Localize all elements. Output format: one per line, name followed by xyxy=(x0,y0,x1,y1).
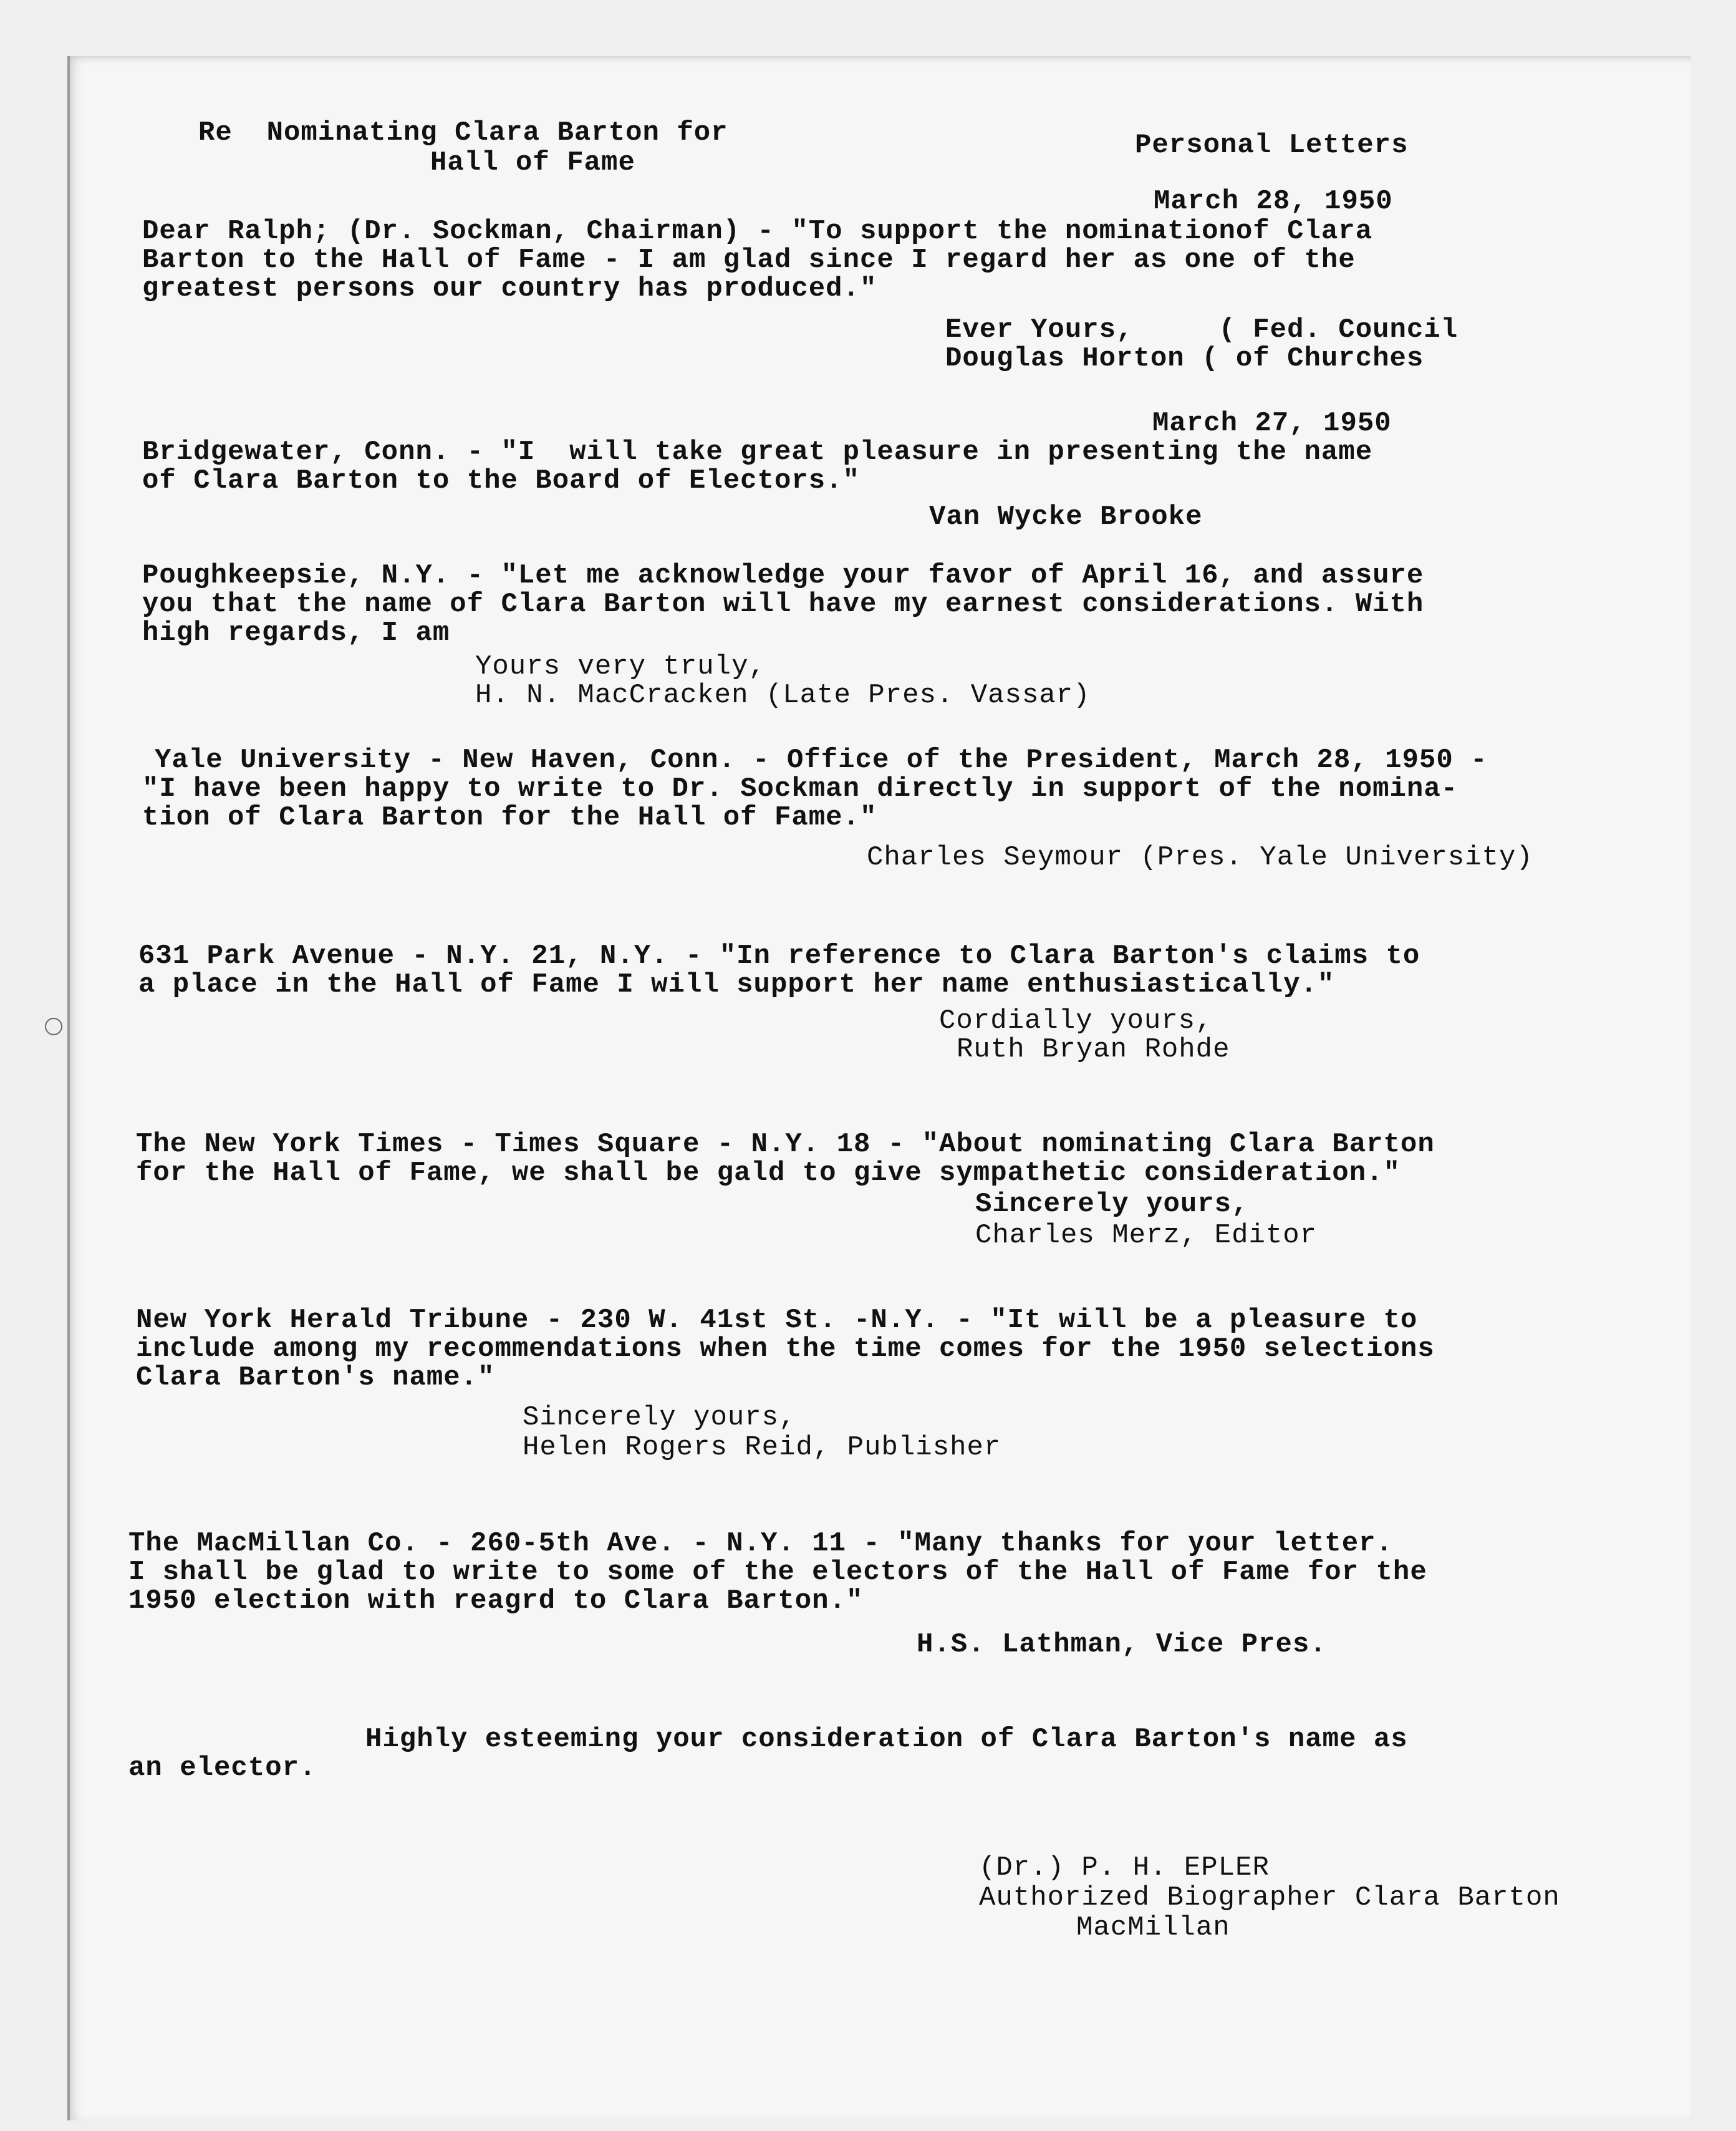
letter-4-body-line: Yale University - New Haven, Conn. - Office of the President, March 28, 1950 - xyxy=(155,745,1488,776)
letter-2-body-line: of Clara Barton to the Board of Electors." xyxy=(142,465,860,496)
closing-paragraph-line: an elector. xyxy=(128,1752,317,1784)
letter-3-body-line: you that the name of Clara Barton will have my earnest considerations. With xyxy=(142,589,1424,620)
letter-4-body-line: "I have been happy to write to Dr. Sockman directly in support of the nomina- xyxy=(142,773,1459,805)
letter-3-signer: H. N. MacCracken (Late Pres. Vassar) xyxy=(475,680,1091,711)
letter-3-body-line light: high regards, I am xyxy=(142,617,450,649)
signature-publisher: MacMillan xyxy=(1076,1912,1230,1943)
letter-3-body-line: Poughkeepsie, N.Y. - "Let me acknowledge your favor of April 16, and assure xyxy=(142,560,1424,591)
letter-6-body-line: for the Hall of Fame, we shall be gald to give sympathetic consideration." xyxy=(136,1157,1401,1189)
letter-1-body-line: Barton to the Hall of Fame - I am glad since I regard her as one of the xyxy=(142,244,1356,276)
letter-2-body-line: Bridgewater, Conn. - "I will take great pleasure in presenting the name xyxy=(142,437,1373,468)
letter-2-signer: Van Wycke Brooke xyxy=(929,501,1203,533)
letter-7-body-line: Clara Barton's name." xyxy=(136,1362,495,1393)
letter-5-body-line: a place in the Hall of Fame I will support her name enthusiastically." xyxy=(138,969,1335,1000)
letter-4-signer: Charles Seymour (Pres. Yale University) xyxy=(867,842,1533,873)
subject-line-2: Hall of Fame xyxy=(430,147,635,178)
letter-8-body-line: I shall be glad to write to some of the electors of the Hall of Fame for the xyxy=(128,1557,1427,1588)
letter-8-body-line: The MacMillan Co. - 260-5th Ave. - N.Y. 11 - "Many thanks for your letter. xyxy=(128,1528,1393,1559)
signature-name: (Dr.) P. H. EPLER xyxy=(979,1852,1270,1883)
letter-2-date: March 27, 1950 xyxy=(1152,408,1392,439)
letter-1-body-line: Dear Ralph; (Dr. Sockman, Chairman) - "To support the nominationof Clara xyxy=(142,216,1373,247)
letter-7-body-line: include among my recommendations when the time comes for the 1950 selections xyxy=(136,1333,1435,1365)
letter-1-body-line: greatest persons our country has produced." xyxy=(142,273,877,304)
document-page xyxy=(67,56,1691,2120)
letter-8-signer: H.S. Lathman, Vice Pres. xyxy=(917,1629,1327,1660)
letter-5-signer: Ruth Bryan Rohde xyxy=(957,1034,1230,1065)
letter-1-signer: Douglas Horton ( of Churches xyxy=(945,343,1424,374)
letter-7-body-line: New York Herald Tribune - 230 W. 41st St. -N.Y. - "It will be a pleasure to xyxy=(136,1305,1418,1336)
signature-title: Authorized Biographer Clara Barton xyxy=(979,1882,1560,1913)
letter-4-body-line: tion of Clara Barton for the Hall of Fame." xyxy=(142,802,877,833)
category-label: Personal Letters xyxy=(1135,130,1409,161)
letter-7-signer: Helen Rogers Reid, Publisher xyxy=(523,1432,1001,1463)
letter-5-body-line: 631 Park Avenue - N.Y. 21, N.Y. - "In reference to Clara Barton's claims to xyxy=(138,940,1420,972)
letter-8-body-line: 1950 election with reagrd to Clara Barton." xyxy=(128,1585,864,1616)
punch-hole-mark xyxy=(45,1018,62,1035)
letter-6-body-line: The New York Times - Times Square - N.Y. 18 - "About nominating Clara Barton xyxy=(136,1129,1435,1160)
letter-1-date: March 28, 1950 xyxy=(1154,186,1393,217)
subject-line-1: Re Nominating Clara Barton for xyxy=(198,117,728,148)
letter-7-closing: Sincerely yours, xyxy=(523,1402,796,1433)
closing-paragraph-line: Highly esteeming your consideration of Clara Barton's name as xyxy=(365,1724,1408,1755)
letter-5-closing: Cordially yours, xyxy=(939,1005,1213,1037)
letter-6-closing: Sincerely yours, xyxy=(975,1189,1249,1220)
letter-1-closing: Ever Yours, ( Fed. Council xyxy=(945,314,1459,346)
letter-6-signer: Charles Merz, Editor xyxy=(975,1220,1318,1251)
letter-3-closing: Yours very truly, xyxy=(475,651,766,682)
